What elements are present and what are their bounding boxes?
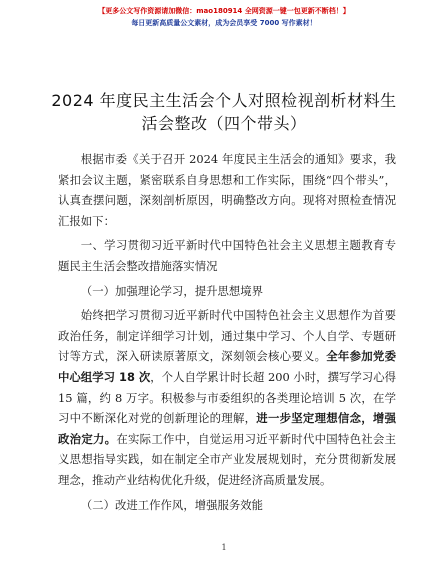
paragraph-segment: ，个人自学累计时长超 200 小时，撰写学习心得 15 篇，约 8 万字。积极参与市委组织的各类理论培训 5 次，在学习中不断深化对党的创新理论的理解， bbox=[58, 369, 396, 426]
promo-banner-line1: 【更多公文写作资源请加微信：mao180914 全网资源一键一包更新不断档！】 bbox=[98, 7, 350, 15]
promo-banner-line2: 每日更新高质量公文素材，成为会员享受 7000 写作素材！ bbox=[131, 19, 317, 27]
subsection2-heading: （二）改进工作作风，增强服务效能 bbox=[80, 497, 264, 512]
bold-segment-conviction: 进一步坚定理想信念，增强政治定力。 bbox=[58, 411, 396, 446]
paragraph-segment: 在实际工作中，自觉运用习近平新时代中国特色社会主义思想指导实践，如在制定全市产业发展规划时，充分贯彻新发展理念，推动产业结构优化升级，促进经济高质量发展。 bbox=[58, 431, 396, 487]
paragraph-theory-study bbox=[58, 305, 396, 490]
doc-title-line2: 活会整改（四个带头） bbox=[141, 114, 307, 133]
doc-title-line1: 2024 年度民主生活会个人对照检视剖析材料生 bbox=[51, 91, 397, 110]
bold-segment-study-sessions: 全年参加党委中心组学习 18 次 bbox=[58, 349, 396, 384]
intro-paragraph: 根据市委《关于召开 2024 年度民主生活会的通知》要求，我紧扣会议主题，紧密联系自身思想和工作实际，围绕“四个带头”，认真查摆问题，深刻剖析原因，明确整改方向。现将对照检查情况汇报如下： bbox=[58, 152, 396, 228]
page-number: 1 bbox=[221, 543, 227, 552]
subsection1-heading: （一）加强理论学习，提升思想境界 bbox=[80, 283, 264, 298]
paragraph-segment: 始终把学习贯彻习近平新时代中国特色社会主义思想作为首要政治任务，制定详细学习计划，通过集中学习、个人自学、专题研讨等方式，深入研读原著原文，深刻领会核心要义。 bbox=[58, 308, 396, 364]
doc-body bbox=[58, 149, 396, 515]
section1-heading: 一、学习贯彻习近平新时代中国特色社会主义思想主题教育专题民主生活会整改措施落实情况 bbox=[58, 238, 396, 273]
